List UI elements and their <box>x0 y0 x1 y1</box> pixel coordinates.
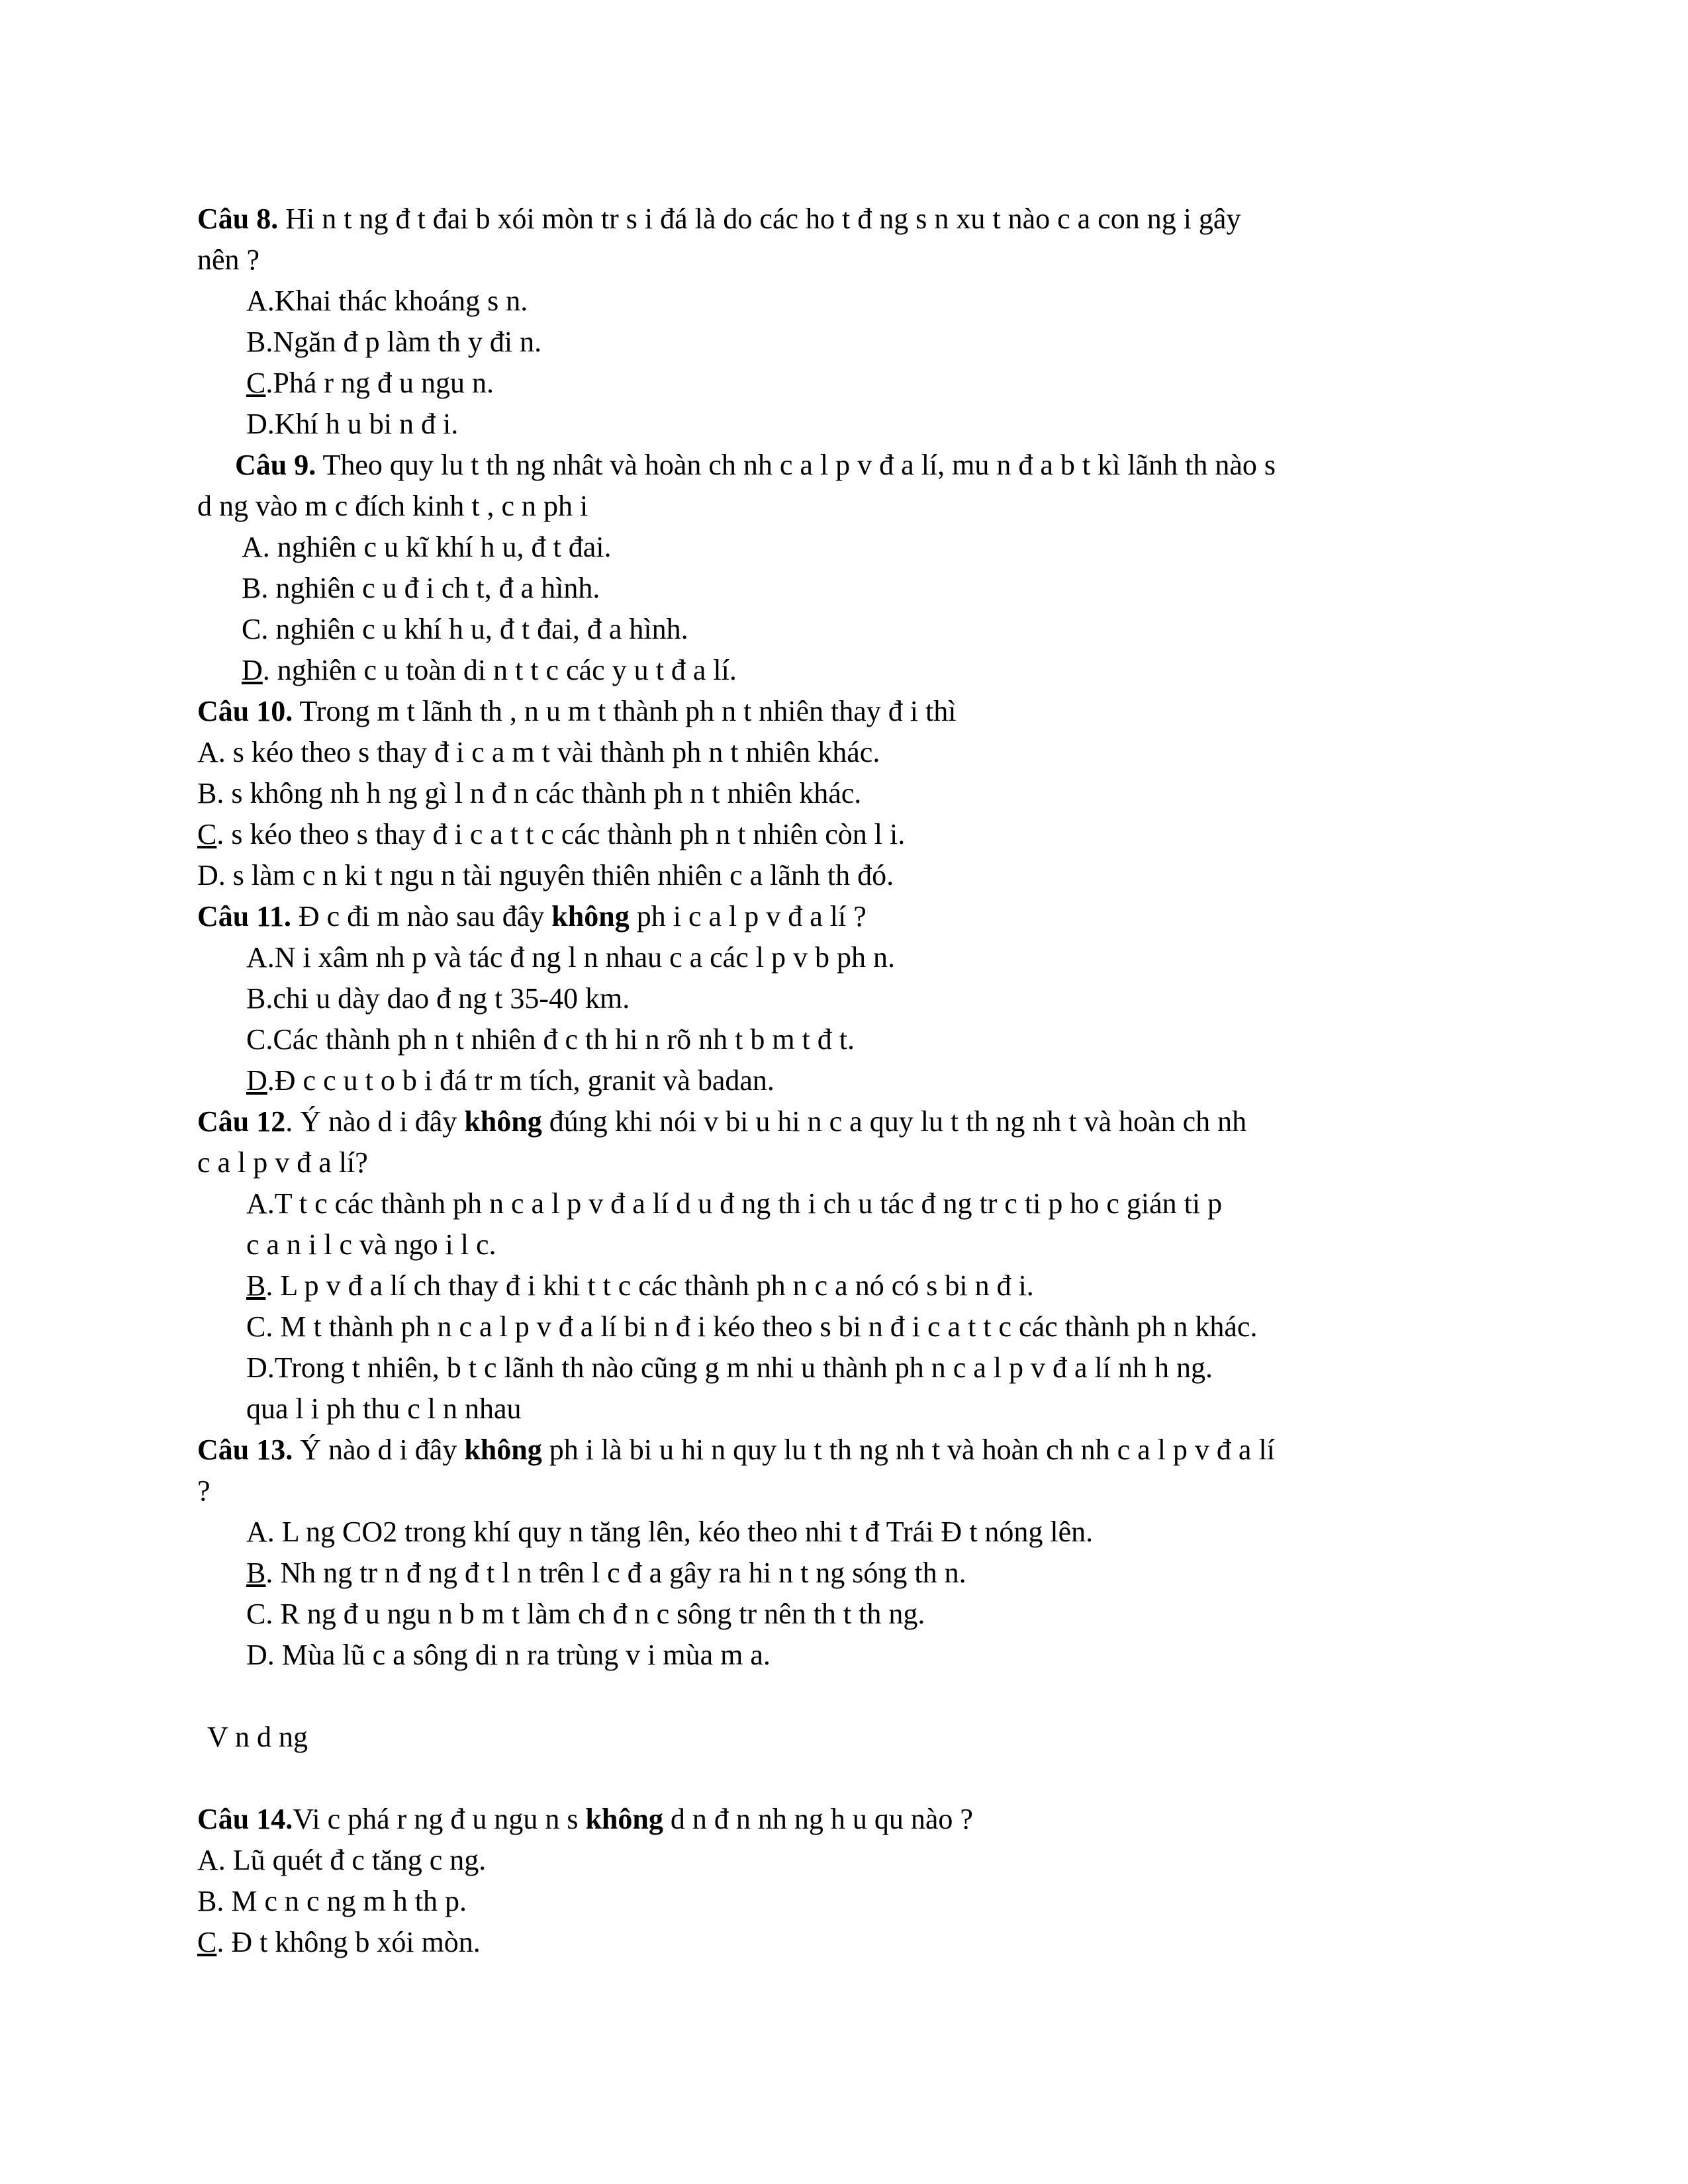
question-number: Câu 11. <box>197 900 291 933</box>
question-12: Câu 12. Ý nào d i đây không đúng khi nói v bi u hi n c a quy lu t th ng nh t và hoàn ch nh <box>197 1105 1247 1138</box>
question-text: Theo quy lu t th ng nhât và hoàn ch nh c a l p v đ a lí, mu n đ a b t kì lãnh th nào s <box>316 449 1276 481</box>
question-13: Câu 13. Ý nào d i đây không ph i là bi u hi n quy lu t th ng nh t và hoàn ch nh c a l p v đ a lí <box>197 1433 1275 1466</box>
option-a: A. s kéo theo s thay đ i c a m t vài thành ph n t nhiên khác. <box>197 736 880 768</box>
option-c: C.Các thành ph n t nhiên đ c th hi n rõ nh t b m t đ t. <box>246 1023 855 1056</box>
question-text: nên ? <box>197 244 260 276</box>
question-text: d ng vào m c đích kinh t , c n ph i <box>197 490 588 522</box>
option-a: A.Khai thác khoáng s n. <box>246 285 528 317</box>
option-a: A.N i xâm nh p và tác đ ng l n nhau c a các l p v b ph n. <box>246 941 895 974</box>
option-a-continued: c a n i l c và ngo i l c. <box>246 1228 496 1261</box>
question-text: c a l p v đ a lí? <box>197 1146 368 1179</box>
option-d: D.Khí h u bi n đ i. <box>246 408 459 440</box>
emphasis-khong: không <box>551 900 630 933</box>
option-a: A. L ng CO2 trong khí quy n tăng lên, kéo theo nhi t đ Trái Đ t nóng lên. <box>246 1516 1094 1548</box>
option-d-answer: D. nghiên c u toàn di n t t c các y u t đ a lí. <box>242 654 737 686</box>
option-c-answer: C. Đ t không b xói mòn. <box>197 1926 481 1958</box>
option-c-answer: C.Phá r ng đ u ngu n. <box>246 367 494 399</box>
option-c: C. nghiên c u khí h u, đ t đai, đ a hình. <box>242 613 688 645</box>
option-b: B.Ngăn đ p làm th y đi n. <box>246 326 542 358</box>
option-a: A. Lũ quét đ c tăng c ng. <box>197 1844 487 1876</box>
question-text: Trong m t lãnh th , n u m t thành ph n t nhiên thay đ i thì <box>293 695 957 727</box>
answer-letter: C <box>197 1926 217 1958</box>
answer-letter: D <box>246 1064 267 1097</box>
option-d: D.Trong t nhiên, b t c lãnh th nào cũng g m nhi u thành ph n c a l p v đ a lí nh h ng. <box>246 1351 1213 1384</box>
answer-letter: B <box>246 1557 266 1589</box>
question-9 <box>235 445 1276 486</box>
option-d-answer: D.Đ c c u t o b i đá tr m tích, granit và badan. <box>246 1064 774 1097</box>
question-14: Câu 14.Vi c phá r ng đ u ngu n s không d n đ n nh ng h u qu nào ? <box>197 1803 973 1835</box>
option-c: C. M t thành ph n c a l p v đ a lí bi n đ i kéo theo s bi n đ i c a t t c các thành ph n khác. <box>246 1310 1258 1343</box>
question-8 <box>197 199 1241 240</box>
emphasis-khong: không <box>464 1105 542 1138</box>
option-b-answer: B. L p v đ a lí ch thay đ i khi t t c các thành ph n c a nó có s bi n đ i. <box>246 1269 1034 1302</box>
option-a: A.T t c các thành ph n c a l p v đ a lí d u đ ng th i ch u tác đ ng tr c ti p ho c gián ti p <box>246 1187 1223 1220</box>
question-number: Câu 14. <box>197 1803 293 1835</box>
question-number: Câu 9. <box>235 449 316 481</box>
option-b: B. nghiên c u đ i ch t, đ a hình. <box>242 572 600 604</box>
option-c: C. R ng đ u ngu n b m t làm ch đ n c sông tr nên th t th ng. <box>246 1598 925 1630</box>
question-number: Câu 10. <box>197 695 293 727</box>
option-b: B.chi u dày dao đ ng t 35-40 km. <box>246 982 630 1015</box>
question-text: Hi n t ng đ t đai b xói mòn tr s i đá là do các ho t đ ng s n xu t nào c a con ng i gây <box>278 203 1241 235</box>
answer-letter: D <box>242 654 263 686</box>
option-d: D. Mùa lũ c a sông di n ra trùng v i mùa m a. <box>246 1639 771 1671</box>
question-11: Câu 11. Đ c đi m nào sau đây không ph i c a l p v đ a lí ? <box>197 900 867 933</box>
option-a: A. nghiên c u kĩ khí h u, đ t đai. <box>242 531 612 563</box>
option-c-answer: C. s kéo theo s thay đ i c a t t c các thành ph n t nhiên còn l i. <box>197 818 906 850</box>
answer-letter: C <box>197 818 217 850</box>
option-d-continued: qua l i ph thu c l n nhau <box>246 1392 522 1425</box>
question-number: Câu 12 <box>197 1105 286 1138</box>
emphasis-khong: không <box>585 1803 663 1835</box>
question-10 <box>197 691 956 732</box>
option-b: B. s không nh h ng gì l n đ n các thành ph n t nhiên khác. <box>197 777 862 809</box>
question-number: Câu 13. <box>197 1433 293 1466</box>
option-b: B. M c n c ng m h th p. <box>197 1885 467 1917</box>
option-b-answer: B. Nh ng tr n đ ng đ t l n trên l c đ a gây ra hi n t ng sóng th n. <box>246 1557 966 1589</box>
answer-letter: C <box>246 367 266 399</box>
answer-letter: B <box>246 1269 266 1302</box>
question-text: ? <box>197 1475 211 1507</box>
emphasis-khong: không <box>464 1433 542 1466</box>
question-number: Câu 8. <box>197 203 279 235</box>
option-d: D. s làm c n ki t ngu n tài nguyên thiên nhiên c a lãnh th đó. <box>197 859 894 891</box>
section-heading: V n d ng <box>207 1721 308 1753</box>
